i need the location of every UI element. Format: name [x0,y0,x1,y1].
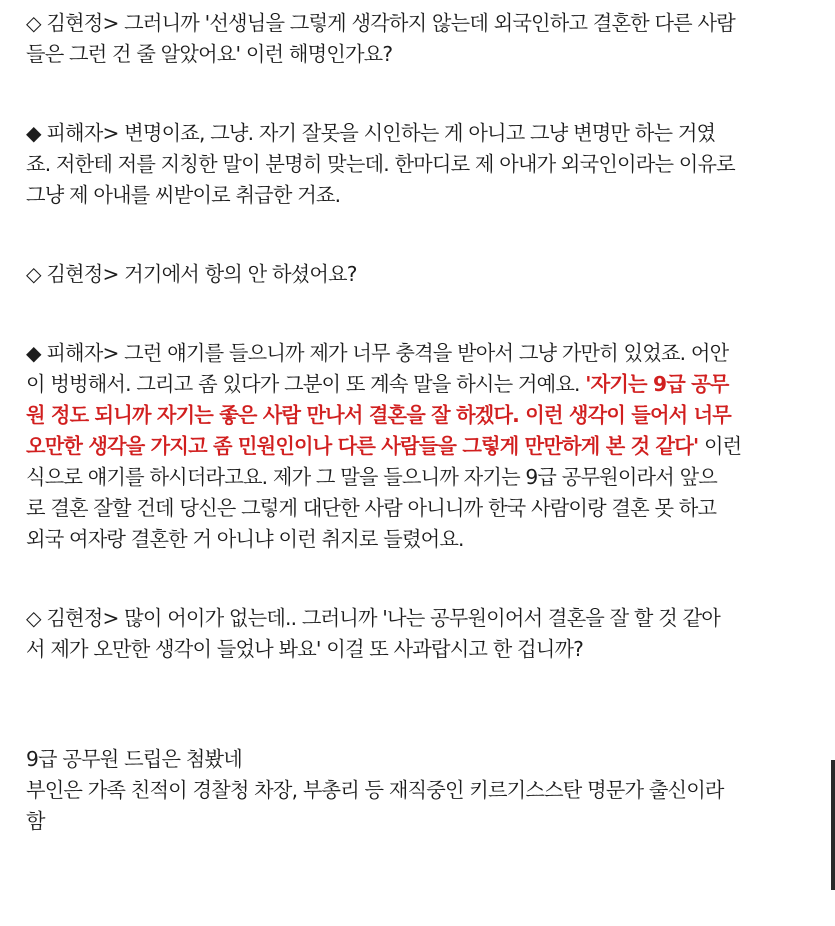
text-line [26,431,816,462]
text-line: 그냥 제 아내를 씨받이로 취급한 거죠. [26,183,341,207]
interview-question-3 [26,603,816,665]
plain-text: 이런 [698,434,742,458]
poster-comment [26,744,816,837]
text-line [26,369,816,400]
interview-answer-2 [26,338,816,555]
scrollbar-thumb[interactable] [831,760,835,890]
text-line: 로 결혼 잘할 건데 당신은 그렇게 대단한 사람 아니니까 한국 사람이랑 결혼 못 하고 [26,496,717,520]
highlighted-quote: 오만한 생각을 가지고 좀 민원인이나 다른 사람들을 그렇게 만만하게 본 것 같다' [26,434,699,458]
interview-question-2 [26,259,816,290]
text-line: 함 [26,809,45,833]
text-line: ◆ 피해자> 그런 얘기를 들으니까 제가 너무 충격을 받아서 그냥 가만히 있었죠. 어안 [26,341,729,365]
interview-answer-1 [26,118,816,211]
text-line: 외국 여자랑 결혼한 거 아니냐 이런 취지로 들렸어요. [26,527,464,551]
text-line: 9급 공무원 드립은 첨봤네 [26,747,242,771]
article-content [26,8,816,837]
interview-question-1 [26,8,816,70]
text-line: 들은 그런 건 줄 알았어요' 이런 해명인가요? [26,42,393,66]
paragraph-spacer [26,211,816,259]
text-line: ◇ 김현정> 많이 어이가 없는데.. 그러니까 '나는 공무원이어서 결혼을 잘 할 것 같아 [26,606,720,630]
text-line: ◇ 김현정> 그러니까 '선생님을 그렇게 생각하지 않는데 외국인하고 결혼한 다른 사람 [26,11,735,35]
paragraph-spacer [26,70,816,118]
plain-text: 이 벙벙해서. 그리고 좀 있다가 그분이 또 계속 말을 하시는 거예요. [26,372,586,396]
highlighted-quote: '자기는 9급 공무 [585,372,729,396]
text-line: ◆ 피해자> 변명이죠, 그냥. 자기 잘못을 시인하는 게 아니고 그냥 변명만 하는 거였 [26,121,716,145]
paragraph-spacer [26,555,816,603]
text-line: 죠. 저한테 저를 지칭한 말이 분명히 맞는데. 한마디로 제 아내가 외국인이라는 이유로 [26,152,735,176]
highlighted-quote: 원 정도 되니까 자기는 좋은 사람 만나서 결혼을 잘 하겠다. 이런 생각이 들어서 너무 [26,403,731,427]
text-line: 부인은 가족 친적이 경찰청 차장, 부총리 등 재직중인 키르기스스탄 명문가 출신이라 [26,778,724,802]
text-line: 식으로 얘기를 하시더라고요. 제가 그 말을 들으니까 자기는 9급 공무원이라서 앞으 [26,465,717,489]
text-line: ◇ 김현정> 거기에서 항의 안 하셨어요? [26,262,357,286]
text-line: 서 제가 오만한 생각이 들었나 봐요' 이걸 또 사과랍시고 한 겁니까? [26,637,584,661]
paragraph-spacer [26,290,816,338]
paragraph-spacer [26,665,816,744]
